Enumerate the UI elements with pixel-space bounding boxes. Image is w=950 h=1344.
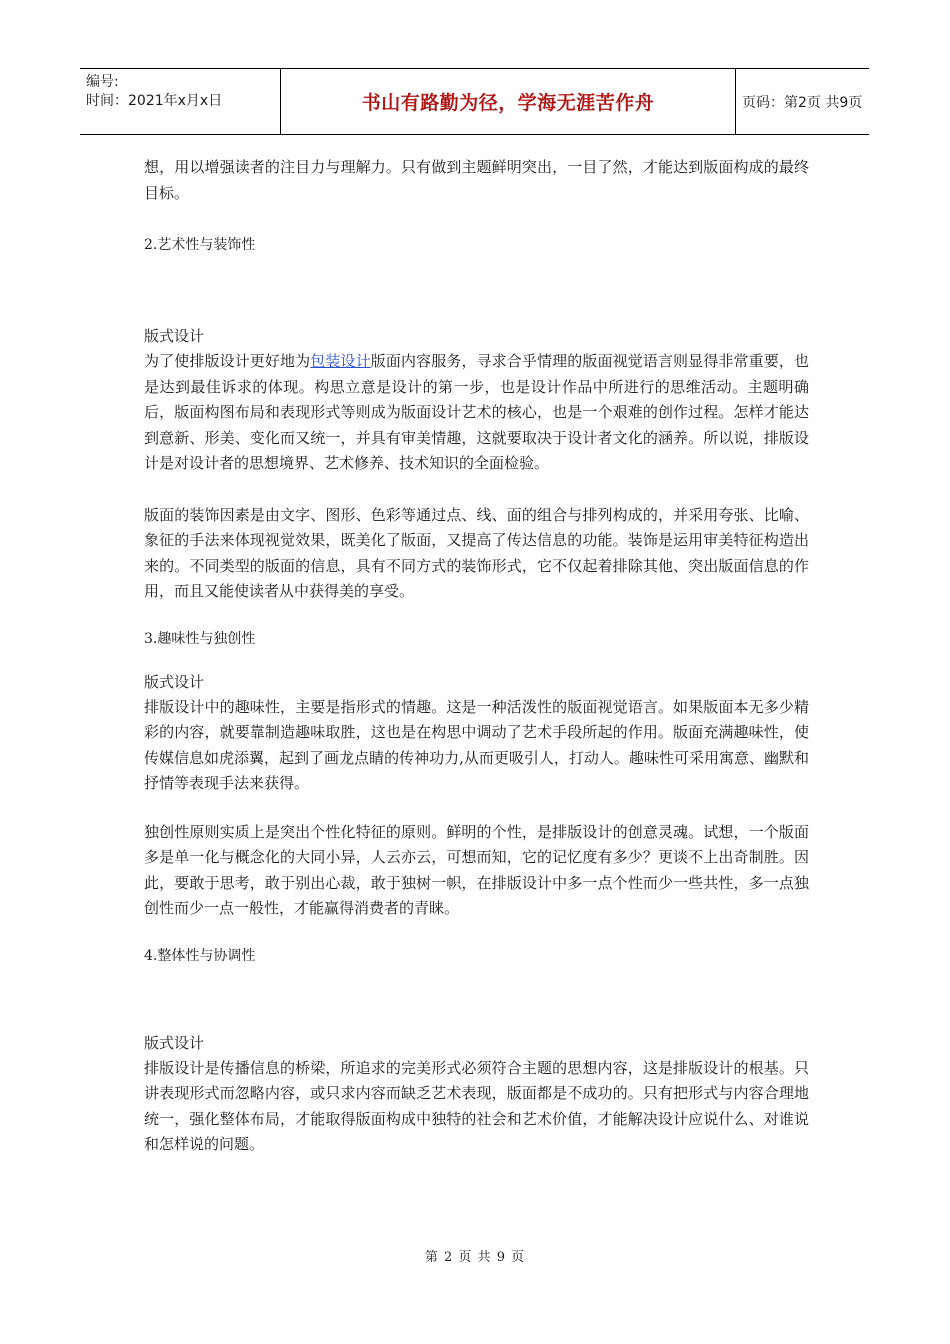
header-page-number: 页码：第2页 共9页 (742, 94, 863, 111)
section-heading-4: 4.整体性与协调性 (144, 947, 256, 964)
section-2-paragraph-2: 版面的装饰因素是由文字、图形、色彩等通过点、线、面的组合与排列构成的，并采用夸张、比喻、象征的手法来体现视觉效果，既美化了版面，又提高了传达信息的功能。装饰是运用审美特征构造出来的。不同类型的版面的信息，具有不同方式的装饰形式，它不仅起着排除其他、突出版面信息的作用，而且又能使读者从中获得美的享受。 (144, 505, 809, 600)
section-4-paragraph-1: 排版设计是传播信息的桥梁，所追求的完美形式必须符合主题的思想内容，这是排版设计的根基。只讲表现形式而忽略内容，或只求内容而缺乏艺术表现，版面都是不成功的。只有把形式与内容合理地统一，强化整体布局，才能取得版面构成中独特的社会和艺术价值，才能解决设计应说什么、对谁说和怎样说的问题。 (144, 1058, 809, 1153)
page-footer: 第 2 页 共 9 页 (424, 1250, 526, 1265)
page-header (80, 68, 869, 135)
packaging-design-link[interactable]: 包装设计 (310, 352, 371, 370)
section-heading-2: 2.艺术性与装饰性 (144, 237, 256, 253)
section-subtitle-4: 版式设计 (144, 1033, 205, 1052)
header-meta (80, 69, 281, 134)
section-3-paragraph-2: 独创性原则实质上是突出个性化特征的原则。鲜明的个性，是排版设计的创意灵魂。试想，一个版面多是单一化与概念化的大同小异，人云亦云，可想而知，它的记忆度有多少？更谈不上出奇制胜。因此，要敢于思考，敢于别出心裁，敢于独树一帜，在排版设计中多一点个性而少一些共性，多一点独创性而少一点一般性，才能赢得消费者的青睐。 (144, 822, 809, 917)
section-2-paragraph-1 (144, 349, 809, 477)
header-motto: 书山有路勤为径，学海无涯苦作舟 (281, 69, 736, 134)
section-subtitle-2: 版式设计 (144, 327, 205, 345)
document-date: 时间：2021年x月x日 (86, 93, 223, 109)
section-subtitle-3: 版式设计 (144, 672, 205, 691)
section-3-paragraph-1: 排版设计中的趣味性，主要是指形式的情趣。这是一种活泼性的版面视觉语言。如果版面本无多少精彩的内容，就要靠制造趣味取胜，这也是在构思中调动了艺术手段所起的作用。版面充满趣味性，使传媒信息如虎添翼，起到了画龙点睛的传神功力,从而更吸引人，打动人。趣味性可采用寓意、幽默和抒情等表现手法来获得。 (144, 697, 809, 792)
paragraph-text: 版面内容服务，寻求合乎情理的版面视觉语言则显得非常重要，也是达到最佳诉求的体现。构思立意是设计的第一步，也是设计作品中所进行的思维活动。主题明确后，版面构图布局和表现形式等则成为版面设计艺术的核心，也是一个艰难的创作过程。怎样才能达到意新、形美、变化而又统一，并具有审美情趣，这就要取决于设计者文化的涵养。所以说，排版设计是对设计者的思想境界、艺术修养、技术知识的全面检验。 (144, 352, 809, 472)
document-number: 编号: (86, 74, 119, 90)
section-heading-3: 3.趣味性与独创性 (144, 630, 256, 647)
document-body (144, 155, 809, 1158)
paragraph-text: 为了使排版设计更好地为 (144, 352, 311, 370)
intro-paragraph: 想，用以增强读者的注目力与理解力。只有做到主题鲜明突出，一目了然，才能达到版面构成的最终目标。 (144, 158, 809, 202)
